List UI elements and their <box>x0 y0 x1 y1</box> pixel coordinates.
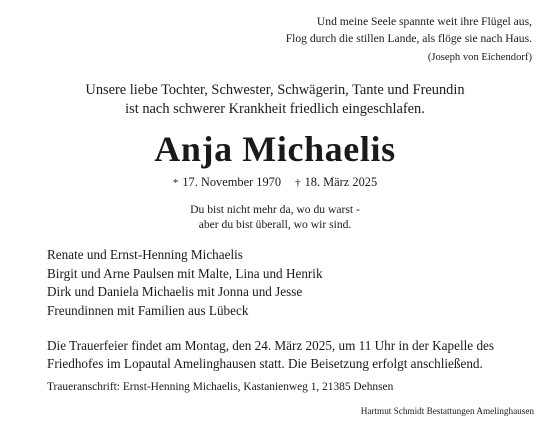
poem-quote <box>192 14 532 67</box>
verse-line: aber du bist überall, wo wir sind. <box>198 217 352 231</box>
birth-date: 17. November 1970 <box>182 175 282 189</box>
ceremony-line: Die Trauerfeier findet am Montag, den 24. März 2025, um 11 Uhr in der Kapelle des <box>47 338 495 353</box>
death-date: 18. März 2025 <box>304 175 378 189</box>
poem-line: Und meine Seele spannte weit ihre Flügel aus, <box>316 15 532 28</box>
intro-text <box>0 81 550 118</box>
mourning-address: Traueranschrift: Ernst-Henning Michaelis, Kastanienweg 1, 21385 Dehnsen <box>47 381 394 393</box>
deceased-name: Anja Michaelis <box>154 129 396 169</box>
verse-line: Du bist nicht mehr da, wo du warst - <box>190 203 360 216</box>
mourners-list <box>47 246 323 320</box>
mourner-line: Renate und Ernst-Henning Michaelis <box>47 247 243 262</box>
mourner-line: Freundinnen mit Familien aus Lübeck <box>47 302 249 318</box>
funeral-ceremony-info <box>47 337 527 374</box>
ceremony-line: Friedhofes im Lopautal Amelinghausen statt. Die Beisetzung erfolgt anschließend. <box>47 356 483 372</box>
poem-author: (Joseph von Eichendorf) <box>427 52 532 63</box>
birth-symbol: * <box>172 177 179 189</box>
life-dates <box>0 174 550 191</box>
undertaker-credit: Hartmut Schmidt Bestattungen Amelinghausen <box>360 406 534 416</box>
mourner-line: Birgit und Arne Paulsen mit Malte, Lina und Henrik <box>47 265 323 281</box>
mourner-line: Dirk und Daniela Michaelis mit Jonna und Jesse <box>47 284 303 300</box>
poem-line: Flog durch die stillen Lande, als flöge sie nach Haus. <box>285 31 532 45</box>
intro-line: Unsere liebe Tochter, Schwester, Schwägerin, Tante und Freundin <box>85 82 465 98</box>
intro-line: ist nach schwerer Krankheit friedlich eingeschlafen. <box>125 100 425 117</box>
memorial-verse <box>0 203 550 232</box>
death-symbol: † <box>295 177 301 189</box>
